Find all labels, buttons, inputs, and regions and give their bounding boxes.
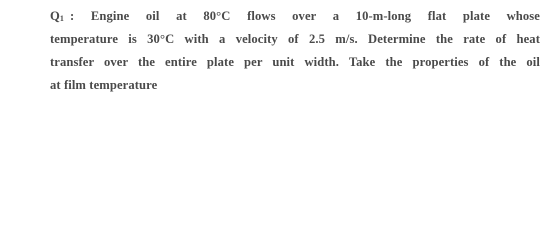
question-block (50, 5, 540, 97)
question-line-3: transfer over the entire plate per unit width. Take the properties of the oil (50, 55, 540, 69)
question-number (50, 5, 64, 30)
question-subscript: 1 (59, 14, 65, 23)
question-letter: Q (50, 9, 60, 23)
question-text-line-1: Engine oil at 80°C flows over a 10-m-long flat plate whose (90, 9, 540, 23)
question-line-4: at film temperature (50, 78, 158, 92)
question-line-1 (50, 5, 540, 28)
question-line-2: temperature is 30°C with a velocity of 2.5 m/s. Determine the rate of heat (50, 32, 540, 46)
question-separator: : (70, 9, 75, 23)
